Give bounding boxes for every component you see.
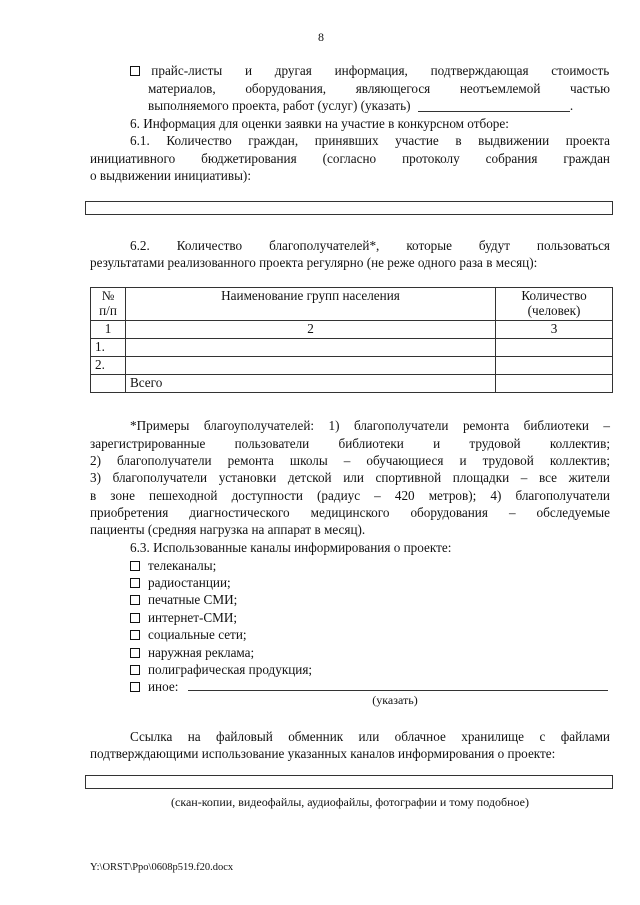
pricelist-item — [130, 62, 610, 79]
header-count-line2: (человек) — [527, 303, 581, 318]
link-hint: (скан-копии, видеофайлы, аудиофайлы, фотографии и тому подобное) — [171, 795, 529, 809]
footnote-line4: 3) благополучатели установки детской или спортивной площадки – все жители — [90, 470, 610, 485]
channel-checkbox[interactable] — [130, 648, 140, 658]
channel-item — [130, 609, 237, 626]
link-field[interactable] — [85, 775, 613, 789]
channel-label: наружная реклама; — [148, 645, 255, 660]
channel-item — [130, 591, 237, 608]
header-num — [91, 288, 126, 321]
channel-item — [130, 626, 247, 643]
header-count-line1: Количество — [521, 288, 587, 303]
footnote-line3: 2) благополучатели ремонта школы – обучающиеся и трудовой коллектив; — [90, 453, 610, 468]
table-numbering-row — [91, 321, 613, 339]
pricelist-line2: материалов, оборудования, являющегося неотъемлемой частью — [148, 81, 610, 96]
pricelist-checkbox[interactable] — [130, 66, 140, 76]
total-count-cell[interactable] — [496, 375, 613, 393]
channel-checkbox[interactable] — [130, 630, 140, 640]
channel-label: иное: — [148, 679, 179, 694]
channel-item — [130, 557, 216, 574]
channel-checkbox[interactable] — [130, 682, 140, 692]
channel-checkbox[interactable] — [130, 613, 140, 623]
row-name-cell[interactable] — [126, 357, 496, 375]
row-num: 1. — [91, 339, 126, 357]
table-row — [91, 339, 613, 357]
page-number: 8 — [318, 30, 324, 44]
footnote-line7: пациенты (средняя нагрузка на аппарат в месяц). — [90, 522, 366, 537]
pricelist-line3-end: . — [569, 98, 574, 113]
numbering-cell: 2 — [126, 321, 496, 339]
channel-item — [130, 644, 254, 661]
footnote-line1: *Примеры благоуполучателей: 1) благополучатели ремонта библиотеки – — [130, 418, 610, 433]
total-label: Всего — [126, 375, 496, 393]
table-header-row — [91, 288, 613, 321]
s62-line1: 6.2. Количество благополучателей*, которые будут пользоваться — [130, 238, 610, 253]
row-count-cell[interactable] — [496, 339, 613, 357]
pricelist-specify-field[interactable] — [418, 99, 570, 112]
link-line2: подтверждающими использование указанных каналов информирования о проекте: — [90, 746, 556, 761]
channel-item-other — [130, 678, 178, 695]
total-empty-cell — [91, 375, 126, 393]
channel-label: интернет-СМИ; — [148, 610, 238, 625]
s61-line1: 6.1. Количество граждан, принявших участие в выдвижении проекта — [130, 133, 610, 148]
channel-checkbox[interactable] — [130, 578, 140, 588]
s61-line2: инициативного бюджетирования (согласно протоколу собрания граждан — [90, 151, 610, 166]
table-row — [91, 357, 613, 375]
pricelist-line3-row — [148, 97, 610, 114]
link-line1: Ссылка на файловый обменник или облачное хранилище с файлами — [130, 729, 610, 744]
s63-heading: 6.3. Использованные каналы информирования о проекте: — [130, 540, 452, 555]
header-num-line1: № — [101, 288, 115, 303]
other-channel-field[interactable] — [188, 690, 608, 691]
channel-label: телеканалы; — [148, 558, 217, 573]
channel-checkbox[interactable] — [130, 561, 140, 571]
footnote-line2: зарегистрированные пользователи библиотеки и трудовой коллектив; — [90, 436, 610, 451]
channel-label: полиграфическая продукция; — [148, 662, 313, 677]
footnote-line5: в зоне пешеходной доступности (радиус – 420 метров); 4) благополучатели — [90, 488, 610, 503]
row-count-cell[interactable] — [496, 357, 613, 375]
channel-item — [130, 661, 312, 678]
footer-path: Y:\ORST\Ppo\0608p519.f20.docx — [90, 862, 234, 873]
row-name-cell[interactable] — [126, 339, 496, 357]
channel-label: печатные СМИ; — [148, 592, 238, 607]
channel-checkbox[interactable] — [130, 595, 140, 605]
header-count — [496, 288, 613, 321]
numbering-cell: 3 — [496, 321, 613, 339]
channel-item — [130, 574, 231, 591]
pricelist-line3: выполняемого проекта, работ (услуг) (указать) — [148, 98, 411, 113]
channel-checkbox[interactable] — [130, 665, 140, 675]
header-num-line2: п/п — [99, 303, 117, 318]
numbering-cell: 1 — [91, 321, 126, 339]
table-total-row — [91, 375, 613, 393]
channel-label: социальные сети; — [148, 627, 247, 642]
beneficiaries-table — [90, 287, 613, 393]
footnote-line6: приобретения диагностического медицинского оборудования – обследуемые — [90, 505, 610, 520]
header-name: Наименование групп населения — [126, 288, 496, 321]
s62-line2: результатами реализованного проекта регулярно (не реже одного раза в месяц): — [90, 255, 538, 270]
pricelist-line1: прайс-листы и другая информация, подтверждающая стоимость — [151, 63, 610, 78]
section6-heading: 6. Информация для оценки заявки на участие в конкурсном отборе: — [130, 116, 509, 131]
channel-label: радиостанции; — [148, 575, 231, 590]
row-num: 2. — [91, 357, 126, 375]
s61-line3: о выдвижении инициативы): — [90, 168, 251, 183]
specify-hint: (указать) — [372, 693, 418, 707]
participants-count-field[interactable] — [85, 201, 613, 215]
